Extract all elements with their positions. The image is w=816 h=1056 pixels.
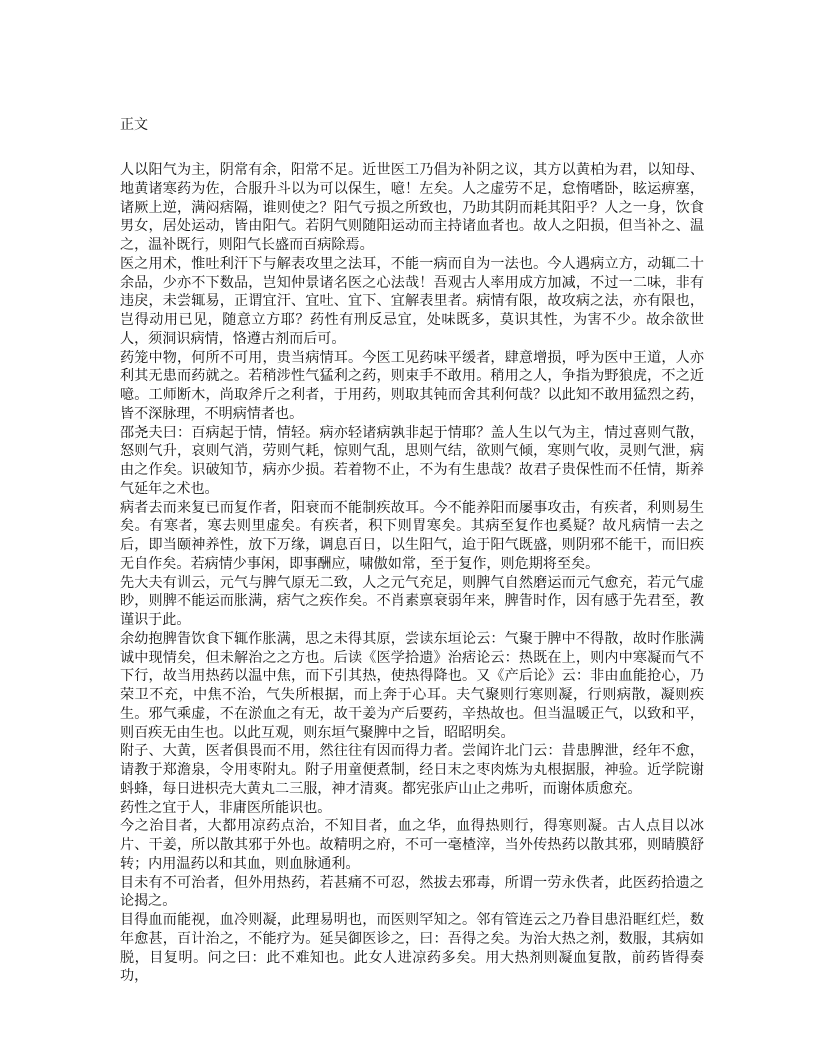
paragraph: 人以阳气为主，阴常有余，阳常不足。近世医工乃倡为补阴之议，其方以黄柏为君，以知母、地黄诸寒药为佐，合服升斗以为可以保生，噫！左矣。人之虚劳不足，怠惰嗜卧，眩运痹塞，诸厥上逆，满闷痞隔，谁则使之？阳气亏损之所致也，乃助其阴而耗其阳乎？人之一身，饮食男女，居处运动，皆由阳气。若阴气则随阳运动而主持诸血者也。故人之阳损，但当补之、温之，温补既行，则阳气长盛而百病除焉。 [120, 162, 704, 253]
paragraph: 余幼抱脾眚饮食下辄作胀满，思之未得其原，尝读东垣论云：气聚于脾中不得散，故时作胀满诚中现情矣，但未解治之之方也。后读《医学拾遗》治痞论云：热既在上，则内中寒凝而气不下行，故当用热药以温中焦，而下引其热，使热得降也。又《产后论》云：非由血能抢心，乃荣卫不充，中焦不治，气失所根据，而上奔于心耳。夫气聚则行寒则凝，行则病散，凝则疾生。邪气乘虚，不在淤血之有无，故干姜为产后要药，辛热故也。但当温暖正气，以致和平，则百疾无由生也。以此互观，则东垣气聚脾中之旨，昭昭明矣。 [120, 630, 704, 741]
paragraph: 药性之宜于人，非庸医所能识也。 [120, 799, 332, 816]
document-body [120, 161, 704, 986]
paragraph: 先大夫有训云，元气与脾气原无二致，人之元气充足，则脾气自然磨运而元气愈充，若元气虚眇，则脾不能运而胀满，痞气之疾作矣。不肖素禀衰弱年来，脾眚时作，因有感于先君至，教谨识于此。 [120, 574, 704, 628]
paragraph: 目得血而能视，血冷则凝，此理易明也，而医则罕知之。邻有管连云之乃眷目患沿眶红烂，数年愈甚，百计治之，不能疗为。延吴御医诊之，曰：吾得之矣。为治大热之剂，数服，其病如脱，目复明。问之曰：此不难知也。此女人进凉药多矣。用大热剂则凝血复散，前药皆得奏功， [120, 912, 704, 985]
section-title: 正文 [120, 117, 148, 133]
paragraph: 附子、大黄，医者俱畏而不用，然往往有因而得力者。尝闻许北门云：昔患脾泄，经年不愈，请教于郑澹泉，令用枣附丸。附子用童便煮制，经日末之枣肉炼为丸根据服，神验。近学院谢蚪蜂，每日进枳壳大黄丸二三服，神才清爽。都宪张庐山止之弗听，而谢体质愈充。 [120, 743, 704, 797]
paragraph: 病者去而来复已而复作者，阳衰而不能制疾故耳。今不能养阳而屡事攻击，有疾者，利则易生矣。有寒者，寒去则里虚矣。有疾者，积下则胃寒矣。其病至复作也奚疑？故凡病情一去之后，即当颐神养性，放下万缘，调息百日，以生阳气，迨于阳气既盛，则阴邪不能干，而旧疾无自作矣。若病情少事闲，即事酬应，啸傲如常，至于复作，则危期将至矣。 [120, 499, 704, 572]
paragraph: 今之治目者，大都用凉药点治，不知目者，血之华，血得热则行，得寒则凝。古人点目以冰片、干姜，所以散其邪于外也。故精明之府，不可一毫楂滓，当外传热药以散其邪，则睛膜舒转；内用温药以和其血，则血脉通利。 [120, 818, 704, 872]
paragraph: 目未有不可治者，但外用热药，若甚痛不可忍，然拔去邪毒，所谓一劳永佚者，此医药拾遗之论揭之。 [120, 874, 704, 910]
paragraph: 医之用术，惟吐利汗下与解表攻里之法耳，不能一病而自为一法也。今人遇病立方，动辄二十余品，少亦不下数品，岂知仲景诸名医之心法哉！吾观古人率用成方加减，不过一二味，非有违戾，未尝辄易，正谓宜汗、宜吐、宜下、宜解表里者。病情有限，故攻病之法，亦有限也，岂得动用已见，随意立方耶？药性有刑反忌宜，处味既多，莫识其性，为害不少。故余欲世人，须洞识病情，恪遵古剂而后可。 [120, 255, 704, 347]
paragraph: 药笼中物，何所不可用，贵当病情耳。今医工见药味平缓者，肆意增损，呼为医中王道，人亦利其无患而药就之。若稍涉性气猛利之药，则束手不敢用。稍用之人，争指为野狼虎，不之近噫。工师断木，尚取斧斤之利者，于用药，则取其钝而舍其利何哉？以此知不敢用猛烈之药，皆不深脉理，不明病情者也。 [120, 349, 704, 422]
paragraph: 邵尧夫曰：百病起于情，情轻。病亦轻诸病孰非起于情耶？盖人生以气为主，情过喜则气散，怒则气升，哀则气消，劳则气耗，惊则气乱，思则气结，欲则气倾，寒则气收，灵则气泄，病由之作矣。识破知节，病亦少损。若着物不止，不为有生患哉？故君子贵保性而不任情，斯养气延年之术也。 [120, 424, 704, 497]
